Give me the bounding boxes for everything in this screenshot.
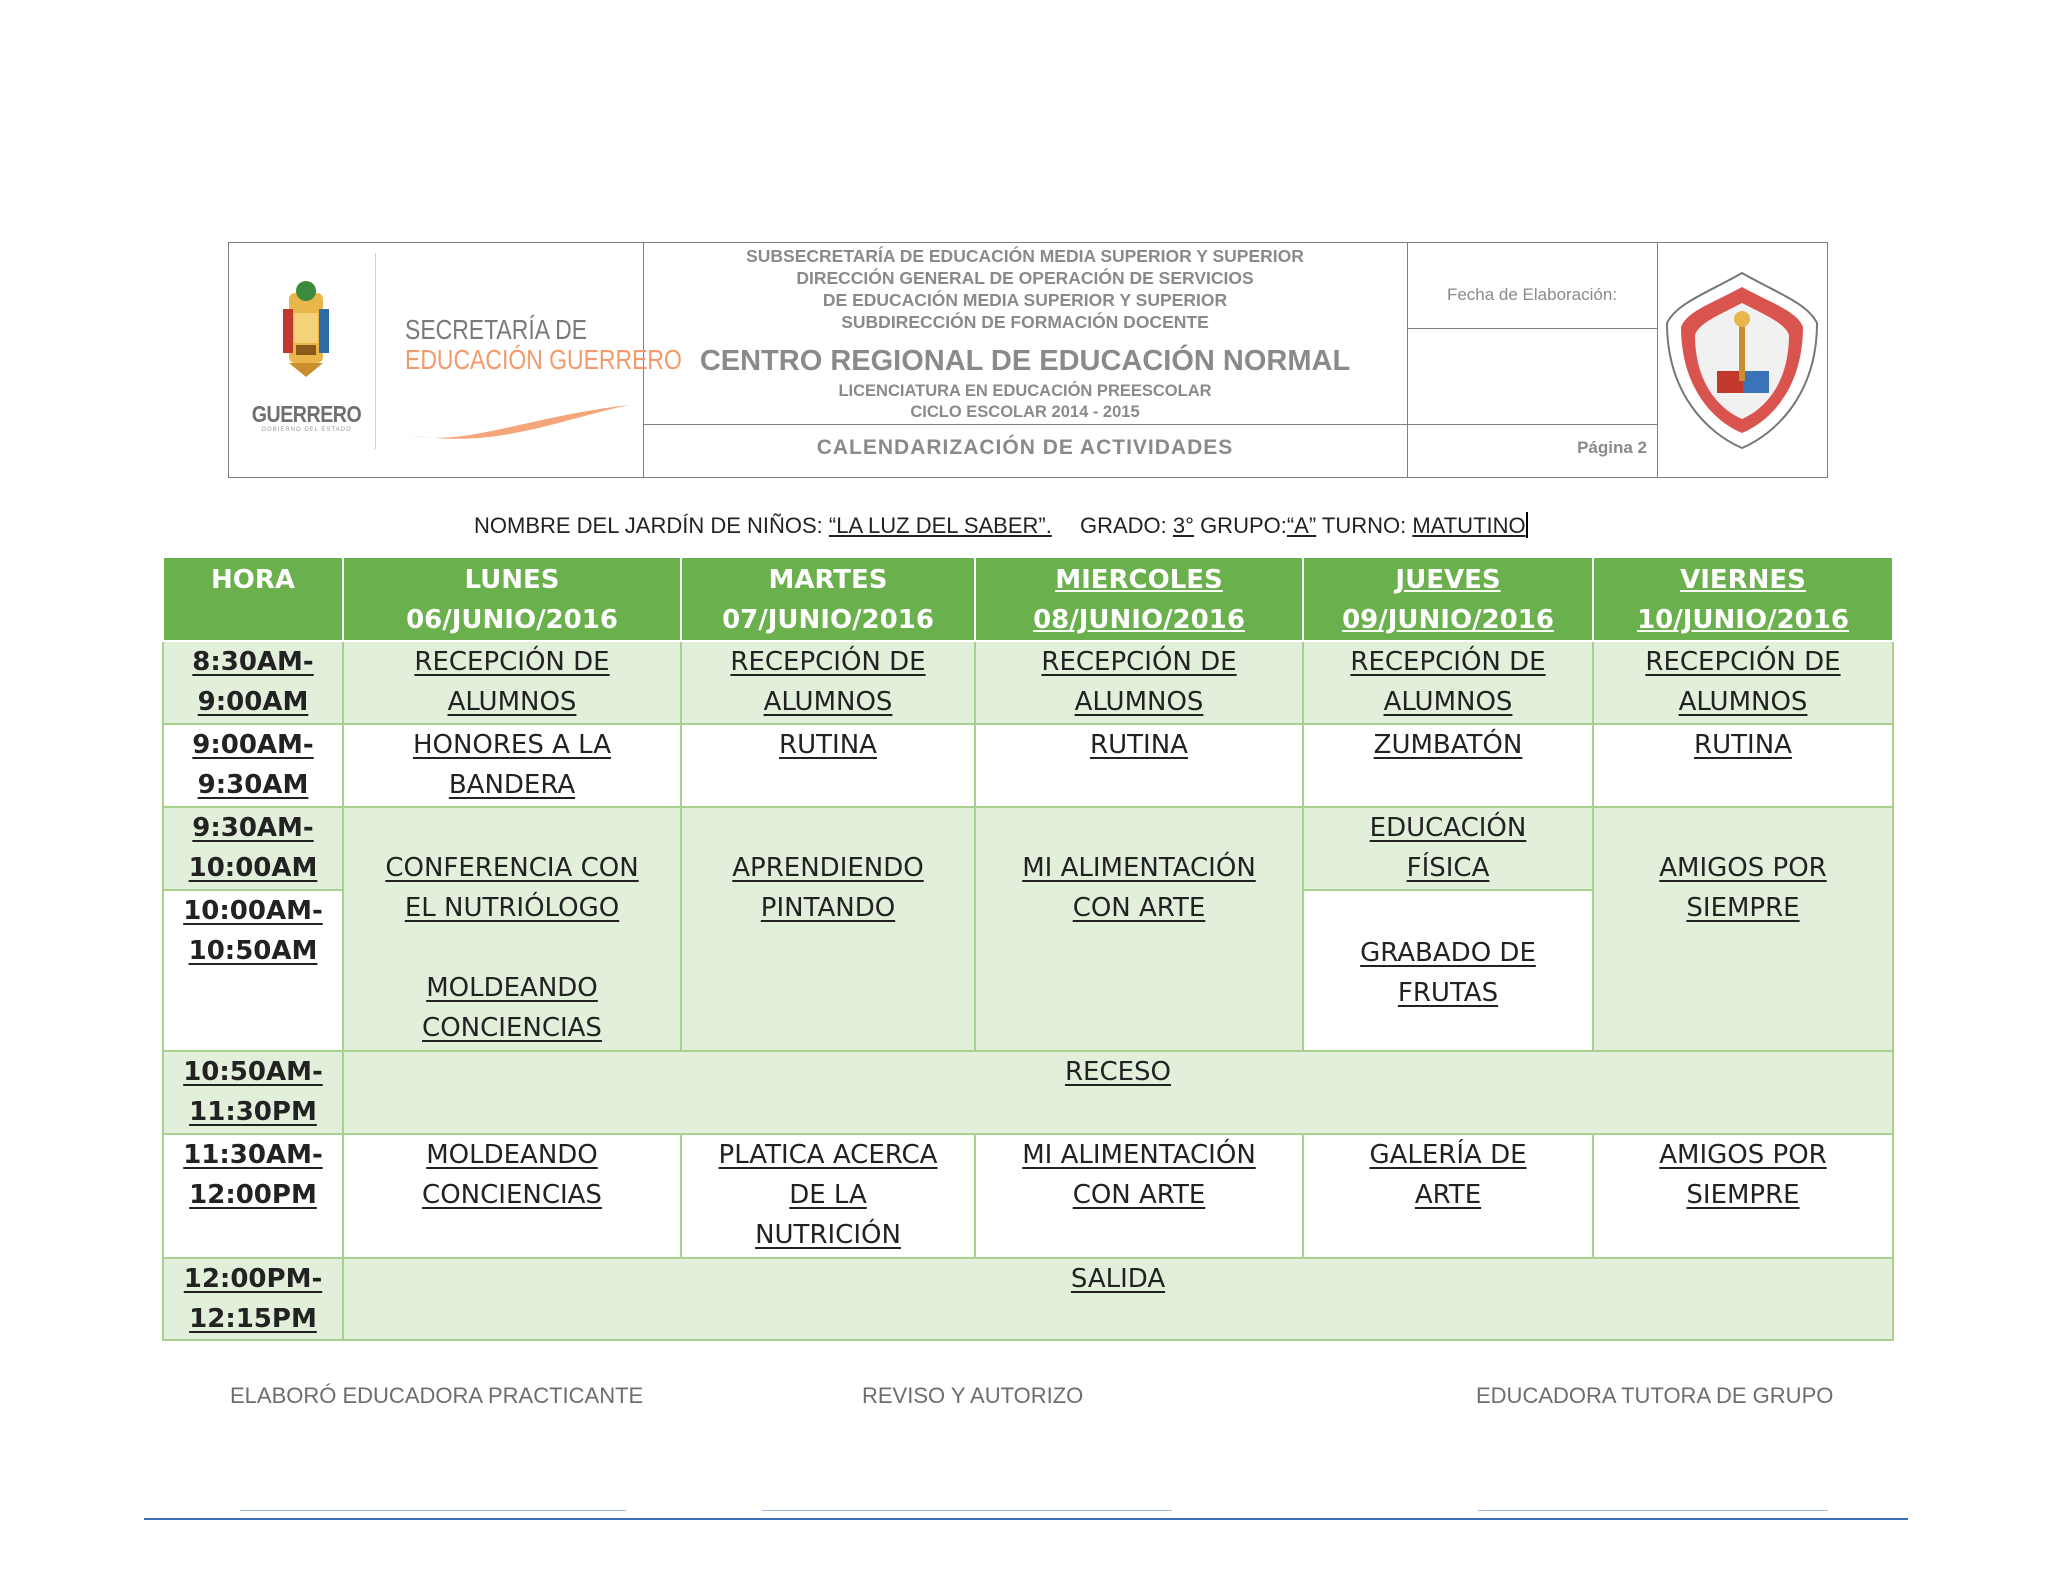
cren-seal-cell <box>1657 243 1827 476</box>
guerrero-subtitle: GOBIERNO DEL ESTADO <box>261 427 352 433</box>
grado-label: GRADO: <box>1079 513 1167 538</box>
activity-cell: RUTINA <box>975 724 1303 807</box>
column-header-lunes: LUNES 06/JUNIO/2016 <box>343 557 681 641</box>
secretaria-line1: SECRETARÍA DE <box>405 314 588 345</box>
activity-cell: RECEPCIÓN DE ALUMNOS <box>1593 641 1893 724</box>
institution-line-2: DIRECCIÓN GENERAL DE OPERACIÓN DE SERVICIOS <box>796 268 1254 288</box>
signature-line-right <box>1478 1510 1828 1511</box>
column-header-martes: MARTES 07/JUNIO/2016 <box>681 557 975 641</box>
center-name: CENTRO REGIONAL DE EDUCACIÓN NORMAL <box>699 345 1351 377</box>
guerrero-wordmark: GUERRERO <box>251 401 362 427</box>
activity-cell: AMIGOS POR SIEMPRE <box>1593 807 1893 1051</box>
salida-cell: SALIDA <box>343 1258 1893 1340</box>
activity-cell: RUTINA <box>1593 724 1893 807</box>
activity-cell: PLATICA ACERCA DE LA NUTRICIÓN <box>681 1134 975 1258</box>
guerrero-crest-icon <box>239 273 374 393</box>
guerrero-logo-block <box>229 243 682 476</box>
grado-value: 3° <box>1172 513 1194 538</box>
institution-line-1: SUBSECRETARÍA DE EDUCACIÓN MEDIA SUPERIOR Y SUPERIOR <box>746 246 1304 266</box>
column-header-hora: HORA <box>163 557 343 641</box>
table-row <box>163 641 1893 724</box>
page-cell <box>1407 424 1657 476</box>
column-header-miercoles: MIERCOLES 08/JUNIO/2016 <box>975 557 1303 641</box>
column-header-jueves: JUEVES 09/JUNIO/2016 <box>1303 557 1593 641</box>
text-cursor <box>1526 512 1528 538</box>
time-cell: 9:00AM- 9:30AM <box>163 724 343 807</box>
activity-cell: RUTINA <box>681 724 975 807</box>
secretaria-title <box>405 315 682 375</box>
table-row <box>163 1258 1893 1340</box>
secretaria-line2: EDUCACIÓN GUERRERO <box>405 344 682 375</box>
turno-value: MATUTINO <box>1412 513 1526 538</box>
activity-cell: MOLDEANDO CONCIENCIAS <box>343 1134 681 1258</box>
activity-cell: GALERÍA DE ARTE <box>1303 1134 1593 1258</box>
fecha-value-cell <box>1407 328 1657 424</box>
document-title-cell <box>643 424 1407 476</box>
activity-cell: RECEPCIÓN DE ALUMNOS <box>343 641 681 724</box>
grupo-value: “A” <box>1286 513 1317 538</box>
activity-cell: RECEPCIÓN DE ALUMNOS <box>975 641 1303 724</box>
signature-line-left <box>240 1510 626 1511</box>
table-row <box>163 1134 1893 1258</box>
activity-cell: RECEPCIÓN DE ALUMNOS <box>1303 641 1593 724</box>
activity-cell: AMIGOS POR SIEMPRE <box>1593 1134 1893 1258</box>
time-cell: 9:30AM- 10:00AM <box>163 807 343 890</box>
activity-cell: EDUCACIÓN FÍSICA <box>1303 807 1593 890</box>
receso-cell: RECESO <box>343 1051 1893 1134</box>
activity-cell: ZUMBATÓN <box>1303 724 1593 807</box>
time-cell: 12:00PM- 12:15PM <box>163 1258 343 1340</box>
table-row <box>163 1051 1893 1134</box>
activity-cell: MI ALIMENTACIÓN CON ARTE <box>975 1134 1303 1258</box>
time-cell: 11:30AM- 12:00PM <box>163 1134 343 1258</box>
document-header <box>228 242 1828 478</box>
institution-line-4: SUBDIRECCIÓN DE FORMACIÓN DOCENTE <box>841 312 1209 332</box>
kinder-name: “LA LUZ DEL SABER”. <box>828 513 1052 538</box>
page-footer-line <box>144 1518 1908 1520</box>
kinder-info-line <box>474 512 1528 539</box>
activity-cell: CONFERENCIA CON EL NUTRIÓLOGO MOLDEANDO CONCIENCIAS <box>343 807 681 1051</box>
fecha-label: Fecha de Elaboración: <box>1446 285 1618 304</box>
institution-block <box>643 243 1407 424</box>
column-header-viernes: VIERNES 10/JUNIO/2016 <box>1593 557 1893 641</box>
school-cycle: CICLO ESCOLAR 2014 - 2015 <box>910 403 1140 421</box>
table-row <box>163 724 1893 807</box>
time-cell: 10:00AM- 10:50AM <box>163 890 343 1051</box>
signature-label-right: EDUCADORA TUTORA DE GRUPO <box>1476 1383 1834 1408</box>
page-number: Página 2 <box>1577 438 1647 457</box>
program-name: LICENCIATURA EN EDUCACIÓN PREESCOLAR <box>838 382 1212 400</box>
table-header-row <box>163 557 1893 641</box>
time-cell: 10:50AM- 11:30PM <box>163 1051 343 1134</box>
fecha-cell <box>1407 243 1657 328</box>
signature-line-center <box>762 1510 1172 1511</box>
kinder-label: NOMBRE DEL JARDÍN DE NIÑOS: <box>474 513 823 538</box>
signature-label-center: REVISO Y AUTORIZO <box>862 1383 1084 1408</box>
cren-seal-icon <box>1657 243 1827 476</box>
swoosh-decoration <box>405 387 635 447</box>
activity-cell: APRENDIENDO PINTANDO <box>681 807 975 1051</box>
activity-cell: RECEPCIÓN DE ALUMNOS <box>681 641 975 724</box>
guerrero-logo <box>239 273 374 433</box>
institution-line-3: DE EDUCACIÓN MEDIA SUPERIOR Y SUPERIOR <box>822 290 1228 310</box>
activity-cell: MI ALIMENTACIÓN CON ARTE <box>975 807 1303 1051</box>
grupo-label: GRUPO: <box>1200 513 1287 538</box>
signature-label-left: ELABORÓ EDUCADORA PRACTICANTE <box>230 1383 644 1408</box>
time-cell: 8:30AM- 9:00AM <box>163 641 343 724</box>
activity-cell: GRABADO DE FRUTAS <box>1303 890 1593 1051</box>
schedule-table <box>162 556 1894 1341</box>
activity-cell: HONORES A LA BANDERA <box>343 724 681 807</box>
logo-separator <box>375 253 376 449</box>
document-title: CALENDARIZACIÓN DE ACTIVIDADES <box>816 436 1234 459</box>
turno-label: TURNO: <box>1321 513 1407 538</box>
table-row <box>163 807 1893 890</box>
